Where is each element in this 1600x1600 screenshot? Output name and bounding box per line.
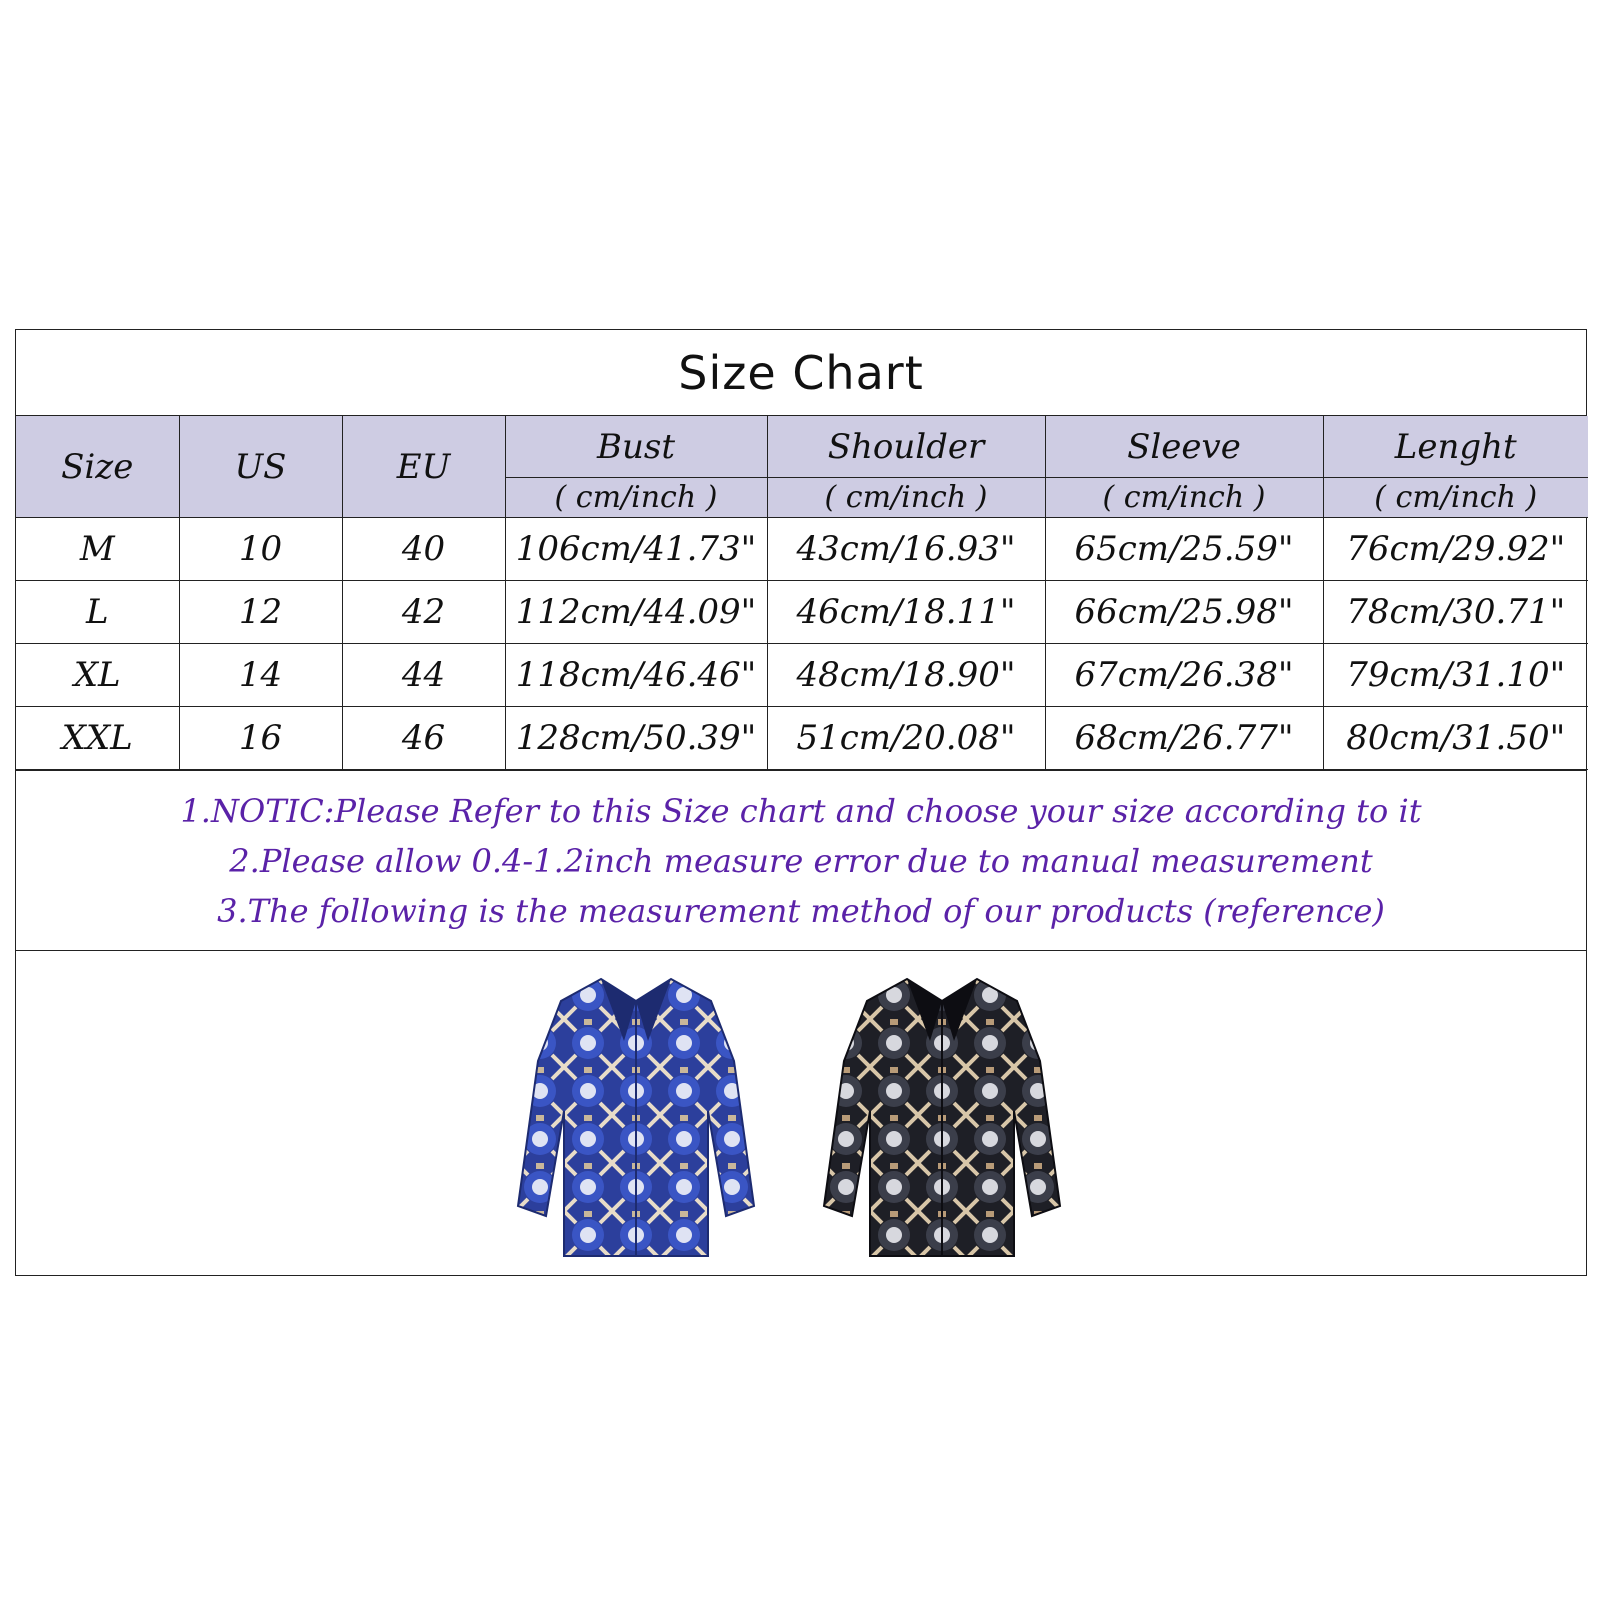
cell-sleeve: 66cm/25.98" bbox=[1045, 581, 1323, 644]
cell-us: 10 bbox=[179, 518, 342, 581]
header-shoulder-unit: ( cm/inch ) bbox=[767, 478, 1045, 518]
table-row bbox=[16, 518, 1588, 581]
header-size: Size bbox=[16, 416, 179, 518]
blue-shirt-image bbox=[516, 971, 756, 1261]
cell-eu: 40 bbox=[342, 518, 505, 581]
cell-us: 14 bbox=[179, 644, 342, 707]
header-sleeve-unit: ( cm/inch ) bbox=[1045, 478, 1323, 518]
cell-sleeve: 68cm/26.77" bbox=[1045, 707, 1323, 770]
product-images bbox=[16, 951, 1586, 1279]
header-bust-unit: ( cm/inch ) bbox=[505, 478, 767, 518]
cell-shoulder: 51cm/20.08" bbox=[767, 707, 1045, 770]
notes-section bbox=[16, 770, 1586, 951]
cell-size: XL bbox=[16, 644, 179, 707]
header-eu: EU bbox=[342, 416, 505, 518]
cell-length: 76cm/29.92" bbox=[1323, 518, 1588, 581]
header-length: Lenght bbox=[1323, 416, 1588, 478]
cell-size: M bbox=[16, 518, 179, 581]
cell-us: 16 bbox=[179, 707, 342, 770]
cell-shoulder: 46cm/18.11" bbox=[767, 581, 1045, 644]
size-table bbox=[16, 416, 1588, 770]
header-length-unit: ( cm/inch ) bbox=[1323, 478, 1588, 518]
cell-us: 12 bbox=[179, 581, 342, 644]
note-2: 2.Please allow 0.4-1.2inch measure error due to manual measurement bbox=[229, 841, 1373, 880]
cell-length: 78cm/30.71" bbox=[1323, 581, 1588, 644]
header-sleeve: Sleeve bbox=[1045, 416, 1323, 478]
cell-size: L bbox=[16, 581, 179, 644]
cell-eu: 46 bbox=[342, 707, 505, 770]
header-bust: Bust bbox=[505, 416, 767, 478]
header-us: US bbox=[179, 416, 342, 518]
header-shoulder: Shoulder bbox=[767, 416, 1045, 478]
chart-title: Size Chart bbox=[16, 330, 1586, 416]
table-row bbox=[16, 644, 1588, 707]
size-chart-frame bbox=[15, 329, 1587, 1276]
cell-shoulder: 48cm/18.90" bbox=[767, 644, 1045, 707]
cell-sleeve: 67cm/26.38" bbox=[1045, 644, 1323, 707]
cell-shoulder: 43cm/16.93" bbox=[767, 518, 1045, 581]
cell-sleeve: 65cm/25.59" bbox=[1045, 518, 1323, 581]
cell-eu: 44 bbox=[342, 644, 505, 707]
table-row bbox=[16, 707, 1588, 770]
black-shirt-image bbox=[822, 971, 1062, 1261]
cell-bust: 112cm/44.09" bbox=[505, 581, 767, 644]
cell-size: XXL bbox=[16, 707, 179, 770]
note-1: 1.NOTIC:Please Refer to this Size chart and choose your size according to it bbox=[180, 791, 1422, 830]
cell-bust: 106cm/41.73" bbox=[505, 518, 767, 581]
note-3: 3.The following is the measurement method of our products (reference) bbox=[217, 891, 1385, 930]
cell-bust: 118cm/46.46" bbox=[505, 644, 767, 707]
cell-eu: 42 bbox=[342, 581, 505, 644]
cell-bust: 128cm/50.39" bbox=[505, 707, 767, 770]
cell-length: 80cm/31.50" bbox=[1323, 707, 1588, 770]
cell-length: 79cm/31.10" bbox=[1323, 644, 1588, 707]
table-row bbox=[16, 581, 1588, 644]
